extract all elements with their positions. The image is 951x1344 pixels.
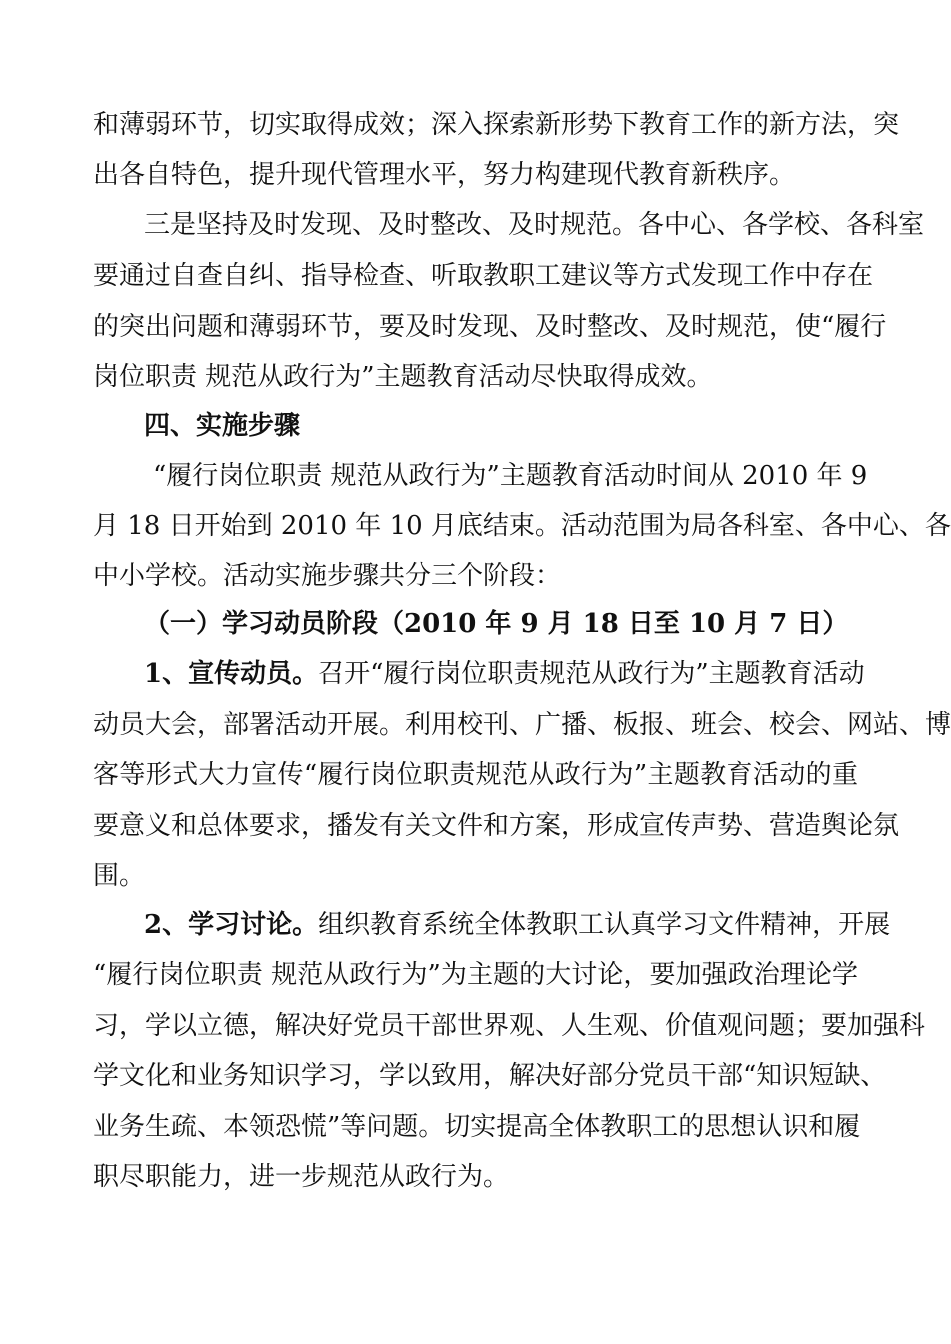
text-line: 围。	[93, 861, 146, 891]
text-line: 和薄弱环节，切实取得成效；深入探索新形势下教育工作的新方法，突	[93, 110, 900, 140]
text-line: 三是坚持及时发现、及时整改、及时规范。各中心、各学校、各科室	[144, 210, 925, 240]
text-line: 岗位职责 规范从政行为”主题教育活动尽快取得成效。	[93, 362, 713, 392]
text-line: 职尽职能力，进一步规范从政行为。	[93, 1162, 510, 1192]
subsection-heading: （一）学习动员阶段（2010 年 9 月 18 日至 10 月 7 日）	[144, 609, 849, 639]
text-line: 的突出问题和薄弱环节，要及时发现、及时整改、及时规范，使“履行	[93, 312, 887, 342]
paragraph-first-line	[144, 907, 891, 943]
text-line: “履行岗位职责 规范从政行为”为主题的大讨论，要加强政治理论学	[93, 960, 858, 990]
text-line: 业务生疏、本领恐慌”等问题。切实提高全体教职工的思想认识和履	[93, 1112, 861, 1142]
section-heading: 四、实施步骤	[144, 411, 301, 441]
paragraph-lead: 2、学习讨论。	[144, 910, 319, 940]
paragraph-lead: 1、宣传动员。	[144, 659, 319, 689]
text-line: 月 18 日开始到 2010 年 10 月底结束。活动范围为局各科室、各中心、各	[93, 511, 951, 541]
paragraph-text: 召开“履行岗位职责规范从政行为”主题教育活动	[318, 659, 865, 689]
text-line: 中小学校。活动实施步骤共分三个阶段：	[93, 561, 562, 591]
text-line: 学文化和业务知识学习，学以致用，解决好部分党员干部“知识短缺、	[93, 1061, 887, 1091]
paragraph-text: 组织教育系统全体教职工认真学习文件精神，开展	[318, 910, 891, 940]
text-line: 要通过自查自纠、指导检查、听取教职工建议等方式发现工作中存在	[93, 261, 874, 291]
text-line: “履行岗位职责 规范从政行为”主题教育活动时间从 2010 年 9	[153, 461, 868, 491]
text-line: 要意义和总体要求，播发有关文件和方案，形成宣传声势、营造舆论氛	[93, 811, 900, 841]
text-line: 习，学以立德，解决好党员干部世界观、人生观、价值观问题；要加强科	[93, 1011, 926, 1041]
text-line: 客等形式大力宣传“履行岗位职责规范从政行为”主题教育活动的重	[93, 760, 858, 790]
text-line: 出各自特色，提升现代管理水平，努力构建现代教育新秩序。	[93, 160, 796, 190]
text-line: 动员大会，部署活动开展。利用校刊、广播、板报、班会、校会、网站、博	[93, 710, 951, 740]
paragraph-first-line	[144, 656, 865, 692]
